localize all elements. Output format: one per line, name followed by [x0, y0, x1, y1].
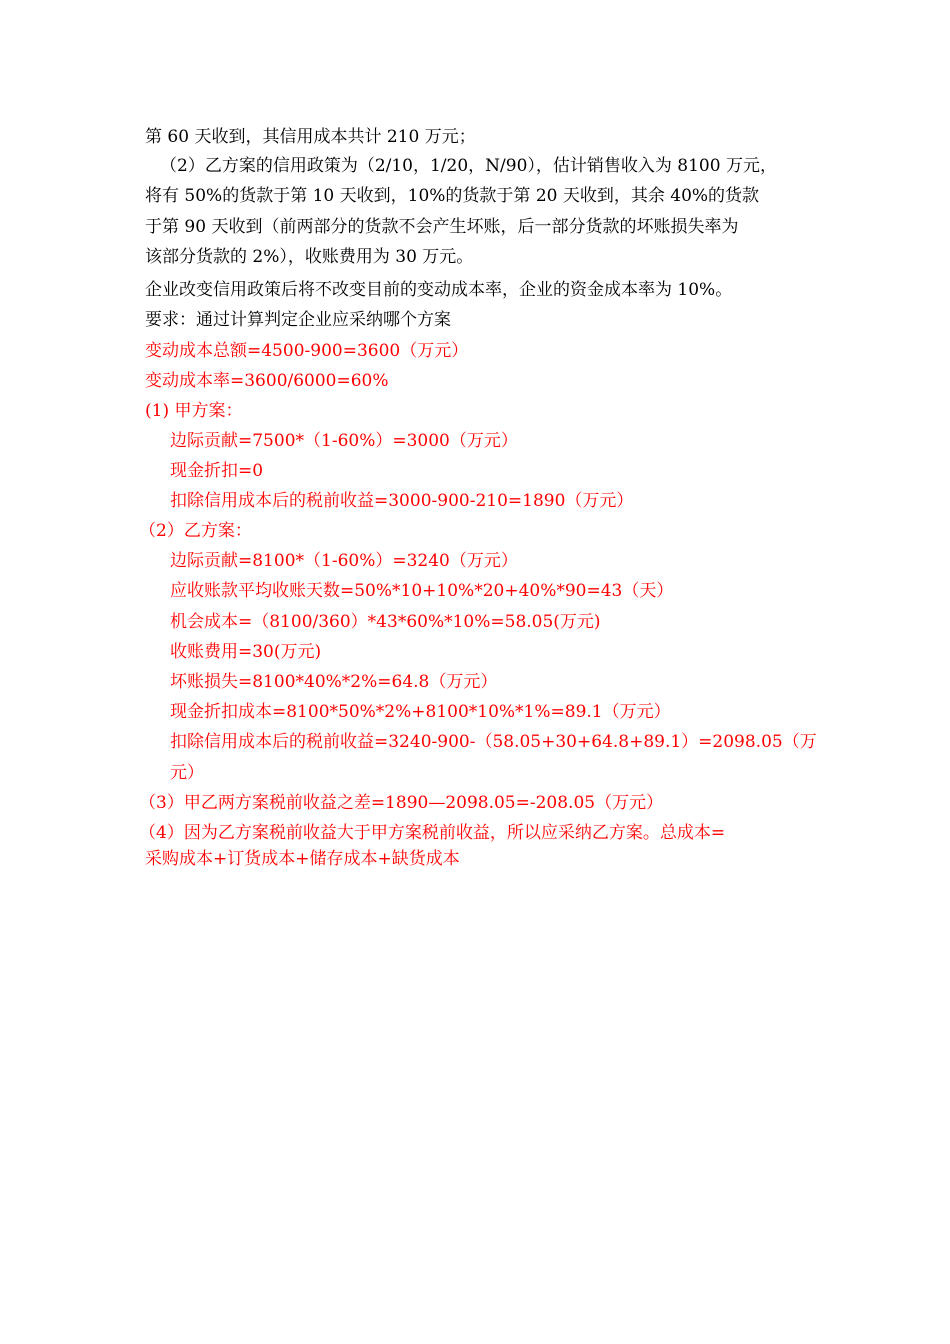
answer-line: 坏账损失=8100*40%*2%=64.8（万元）	[170, 672, 498, 692]
answer-line: 应收账款平均收账天数=50%*10+10%*20+40%*90=43（天）	[170, 581, 674, 601]
answer-line: 变动成本总额=4500-900=3600（万元）	[145, 341, 469, 361]
answer-line: 元）	[170, 763, 204, 783]
question-line: 第 60 天收到，其信用成本共计 210 万元；	[145, 127, 476, 147]
answer-line: 采购成本+订货成本+储存成本+缺货成本	[145, 849, 460, 869]
answer-line: 收账费用=30(万元)	[170, 642, 322, 662]
answer-line: 扣除信用成本后的税前收益=3000-900-210=1890（万元）	[170, 491, 634, 511]
answer-line: 机会成本=（8100/360）*43*60%*10%=58.05(万元)	[170, 612, 601, 632]
question-line: （2）乙方案的信用政策为（2/10，1/20，N/90），估计销售收入为 8100 万元，	[160, 156, 777, 176]
answer-line: 边际贡献=8100*（1-60%）=3240（万元）	[170, 551, 518, 571]
answer-line: 现金折扣成本=8100*50%*2%+8100*10%*1%=89.1（万元）	[170, 702, 671, 722]
question-line: 该部分货款的 2%），收账费用为 30 万元。	[145, 247, 474, 267]
question-line: 于第 90 天收到（前两部分的货款不会产生坏账，后一部分货款的坏账损失率为	[145, 217, 739, 237]
question-line: 要求：通过计算判定企业应采纳哪个方案	[145, 310, 451, 330]
answer-section-heading: （4）因为乙方案税前收益大于甲方案税前收益，所以应采纳乙方案。总成本=	[139, 823, 726, 843]
answer-line: 变动成本率=3600/6000=60%	[145, 371, 389, 391]
answer-line: 现金折扣=0	[170, 461, 264, 481]
answer-section-heading: （3）甲乙两方案税前收益之差=1890—2098.05=-208.05（万元）	[139, 793, 664, 813]
answer-line: 边际贡献=7500*（1-60%）=3000（万元）	[170, 431, 518, 451]
answer-section-heading: （2）乙方案：	[139, 521, 252, 541]
answer-line: 扣除信用成本后的税前收益=3240-900-（58.05+30+64.8+89.1）=2098.05（万	[170, 732, 817, 752]
question-line: 将有 50%的货款于第 10 天收到，10%的货款于第 20 天收到，其余 40%的货款	[145, 186, 760, 206]
question-line: 企业改变信用政策后将不改变目前的变动成本率，企业的资金成本率为 10%。	[145, 280, 733, 300]
answer-section-heading: (1) 甲方案：	[145, 401, 243, 421]
